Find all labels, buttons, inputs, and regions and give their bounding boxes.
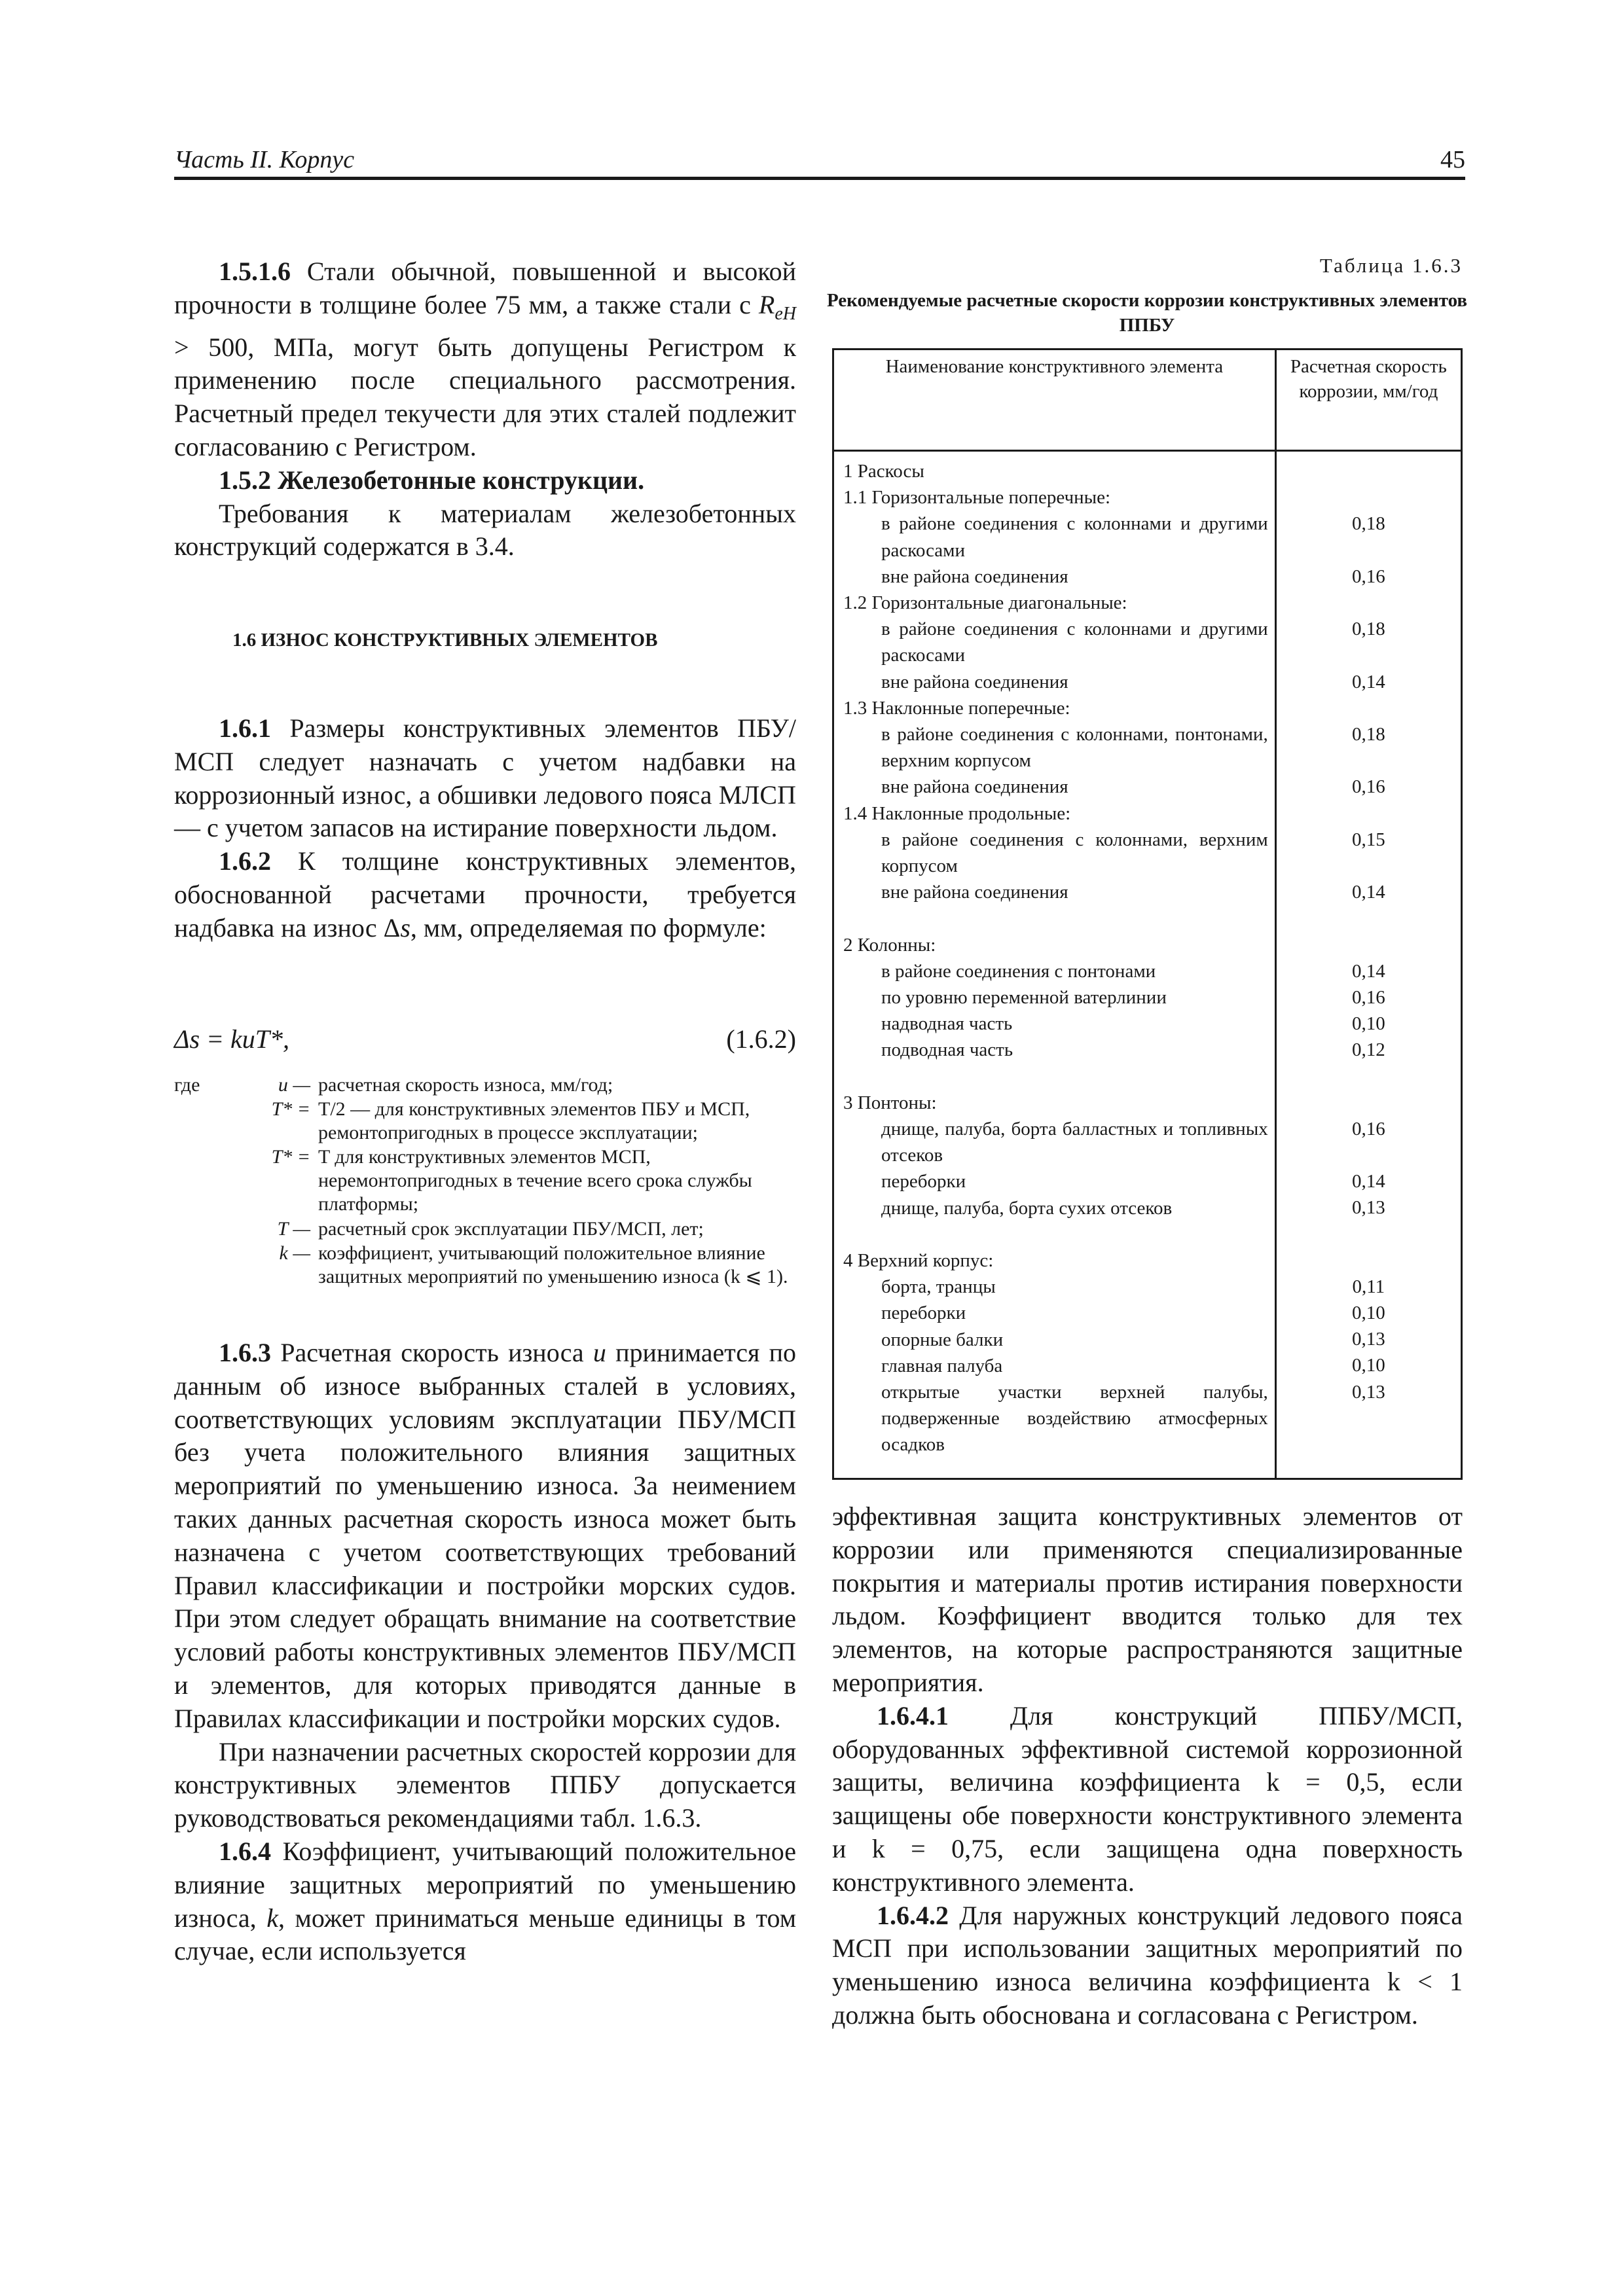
- corrosion-rate-table: [832, 348, 1463, 1480]
- table-row: вне района соединения: [881, 671, 1068, 692]
- table-row: 1.1 Горизонтальные поперечные:: [843, 487, 1111, 509]
- table-cell-value: 0,11: [1352, 1276, 1385, 1297]
- page-number: 45: [1440, 146, 1465, 173]
- table-cell-value: 0,10: [1351, 1013, 1385, 1034]
- table-row: 1.2 Горизонтальные диагональные:: [843, 592, 1127, 613]
- formula-legend: где u — расчетная скорость износа, мм/год; T* = T/2 — для конструктивных элементов ПБУ и МСП, ремонтопригодных в процессе эксплуатации; T* = T для конструктивных элементов МСП, неремонтопригодных в течение всего срока службы платформы; T — расчетный срок эксплуатации ПБУ/МСП, лет; k — коэффициент, учитывающий положительное влияние защитных мероприятий по уменьшению износа (k ⩽ 1).: [174, 1074, 788, 1287]
- table-cell-value: 0,10: [1351, 1355, 1385, 1376]
- table-title: Рекомендуемые расчетные скорости коррозии конструктивных элементов ППБУ: [826, 290, 1468, 336]
- table-cell-value: 0,18: [1351, 513, 1385, 535]
- table-cell-value: 0,15: [1351, 829, 1385, 850]
- table-row: в районе соединения с колоннами и другими раскосами: [881, 619, 1268, 666]
- table-row: надводная часть: [881, 1013, 1013, 1035]
- table-cell-value: 0,13: [1351, 1197, 1385, 1219]
- paragraph-1-5-2: Требования к материалам железобетонных конструкций содержатся в 3.4.: [174, 498, 796, 562]
- table-row: 1.4 Наклонные продольные:: [843, 802, 1071, 824]
- table-row: днище, палуба, борта балластных и топливных отсеков: [881, 1118, 1268, 1166]
- formula: Δs = kuT*,: [174, 1024, 290, 1054]
- paragraph-1-5-1-6: 1.5.1.6 Стали обычной, повышенной и высокой прочности в толщине более 75 мм, а также стали с $R_{eH} > 500$, МПа, могут быть допущены Регистром к применению после специального рассмотрения. Расчетный предел текучести для этих сталей подлежит согласованию с Регистром. 1.5.2 Железобетонные конструкции. Требования к материалам железобетонных конструкций содержатся в 3.4.: [174, 255, 796, 564]
- table-cell-value: 0,14: [1351, 960, 1385, 982]
- table-body: [833, 451, 1462, 1479]
- table-rate-values: [1275, 451, 1461, 1479]
- table-header-element: Наименование конструктивного элемента: [833, 350, 1276, 451]
- clause-heading-1-5-2: 1.5.2 Железобетонные конструкции.: [219, 465, 645, 495]
- table-header-rate: Расчетная скорость коррозии, мм/год: [1275, 350, 1461, 451]
- table-row: в районе соединения с колоннами и другими раскосами: [881, 513, 1268, 561]
- table-cell-value: 0,18: [1351, 723, 1385, 745]
- formula-number: (1.6.2): [726, 1024, 796, 1054]
- table-row: днище, палуба, борта сухих отсеков: [881, 1197, 1173, 1219]
- table-row: открытые участки верхней палубы, подверженные воздействию атмосферных осадков: [881, 1381, 1268, 1456]
- table-cell-value: 0,10: [1351, 1302, 1385, 1324]
- paragraph-1-6-4-1: 1.6.4.1 Для конструкций ППБУ/МСП, оборудованных эффективной системой коррозионной защиты, величина коэффициента k = 0,5, если защищены обе поверхности конструктивного элемента и k = 0,75, если защищена одна поверхность конструктивного элемента.: [832, 1700, 1463, 1897]
- table-element-names: [833, 451, 1276, 1479]
- table-row: борта, транцы: [881, 1276, 996, 1298]
- table-row: 1 Раскосы: [843, 461, 924, 482]
- paragraph-1-6-4-2: 1.6.4.2 Для наружных конструкций ледового пояса МСП при использовании защитных мероприятий по уменьшению износа величина коэффициента k < 1 должна быть обоснована и согласована с Регистром.: [832, 1900, 1463, 2030]
- running-header: Часть II. Корпус: [174, 146, 355, 173]
- section-heading-1-6: 1.6 ИЗНОС КОНСТРУКТИВНЫХ ЭЛЕМЕНТОВ: [232, 630, 658, 651]
- header-rule: [174, 177, 1465, 180]
- table-row: 4 Верхний корпус:: [843, 1249, 994, 1271]
- table-row: в районе соединения с колоннами, верхним корпусом: [881, 829, 1268, 876]
- table-row: вне района соединения: [881, 882, 1068, 903]
- table-row: по уровню переменной ватерлинии: [881, 986, 1167, 1008]
- table-row: вне района соединения: [881, 565, 1068, 587]
- table-row: опорные балки: [881, 1329, 1004, 1350]
- table-row: вне района соединения: [881, 776, 1068, 798]
- paragraphs-1-6-3-and-1-6-4: 1.6.3 Расчетная скорость износа u принимается по данным об износе выбранных сталей в условиях, соответствующих условиям эксплуатации ПБУ/МСП без учета положительного влияния защитных мероприятий по уменьшению износа. За неимением таких данных расчетная скорость износа может быть назначена с учетом соответствующих требований Правил классификации и постройки морских судов. При этом следует обращать внимание на соответствие условий работы конструктивных элементов ПБУ/МСП и элементов, для которых приводятся данные в Правилах классификации и постройки морских судов. При назначении расчетных скоростей коррозии для конструктивных элементов ППБУ допускается руководствоваться рекомендациями табл. 1.6.3. 1.6.4 Коэффициент, учитывающий положительное влияние защитных мероприятий по уменьшению износа, k, может приниматься меньше единицы в том случае, если используется: [174, 1338, 797, 1966]
- table-row: 1.3 Наклонные поперечные:: [843, 697, 1070, 719]
- table-row: переборки: [881, 1171, 966, 1193]
- paragraphs-1-6-1-and-1-6-2: 1.6.1 Размеры конструктивных элементов ПБУ/МСП следует назначать с учетом надбавки на коррозионный износ, а обшивки ледового пояса МЛСП — с учетом запасов на истирание поверхности льдом. 1.6.2 К толщине конструктивных элементов, обоснованной расчетами прочности, требуется надбавка на износ Δs, мм, определяемая по формуле:: [174, 713, 796, 942]
- table-row: в районе соединения с понтонами: [881, 960, 1156, 982]
- table-row: переборки: [881, 1302, 966, 1324]
- table-cell-value: 0,13: [1351, 1329, 1385, 1350]
- table-cell-value: 0,16: [1351, 776, 1385, 798]
- table-cell-value: 0,16: [1351, 565, 1385, 587]
- table-header-row: [833, 350, 1462, 451]
- table-cell-value: 0,14: [1351, 671, 1385, 692]
- clause-number: 1.5.1.6: [219, 257, 291, 286]
- table-cell-value: 0,14: [1351, 882, 1385, 903]
- table-cell-value: 0,16: [1351, 1118, 1385, 1139]
- table-cell-value: 0,14: [1351, 1171, 1385, 1193]
- table-label: Таблица 1.6.3: [1319, 254, 1463, 277]
- paragraph-1-6-4-continued: эффективная защита конструктивных элементов от коррозии или применяются специализированные покрытия и материалы против истирания поверхности льдом. Коэффициент вводится только для тех элементов, на которые распространяются защитные мероприятия.: [832, 1501, 1463, 1697]
- table-row: 2 Колонны:: [843, 934, 936, 956]
- table-row: главная палуба: [881, 1355, 1003, 1376]
- table-row: 3 Понтоны:: [843, 1092, 937, 1113]
- table-cell-value: 0,12: [1351, 1039, 1385, 1061]
- table-row: подводная часть: [881, 1039, 1013, 1061]
- table-row: в районе соединения с колоннами, понтонами, верхним корпусом: [881, 723, 1268, 772]
- table-cell-value: 0,18: [1351, 619, 1385, 640]
- table-cell-value: 0,13: [1351, 1381, 1385, 1403]
- where-label: где: [174, 1074, 200, 1096]
- table-cell-value: 0,16: [1351, 986, 1385, 1008]
- right-column-text: [832, 1500, 1463, 2032]
